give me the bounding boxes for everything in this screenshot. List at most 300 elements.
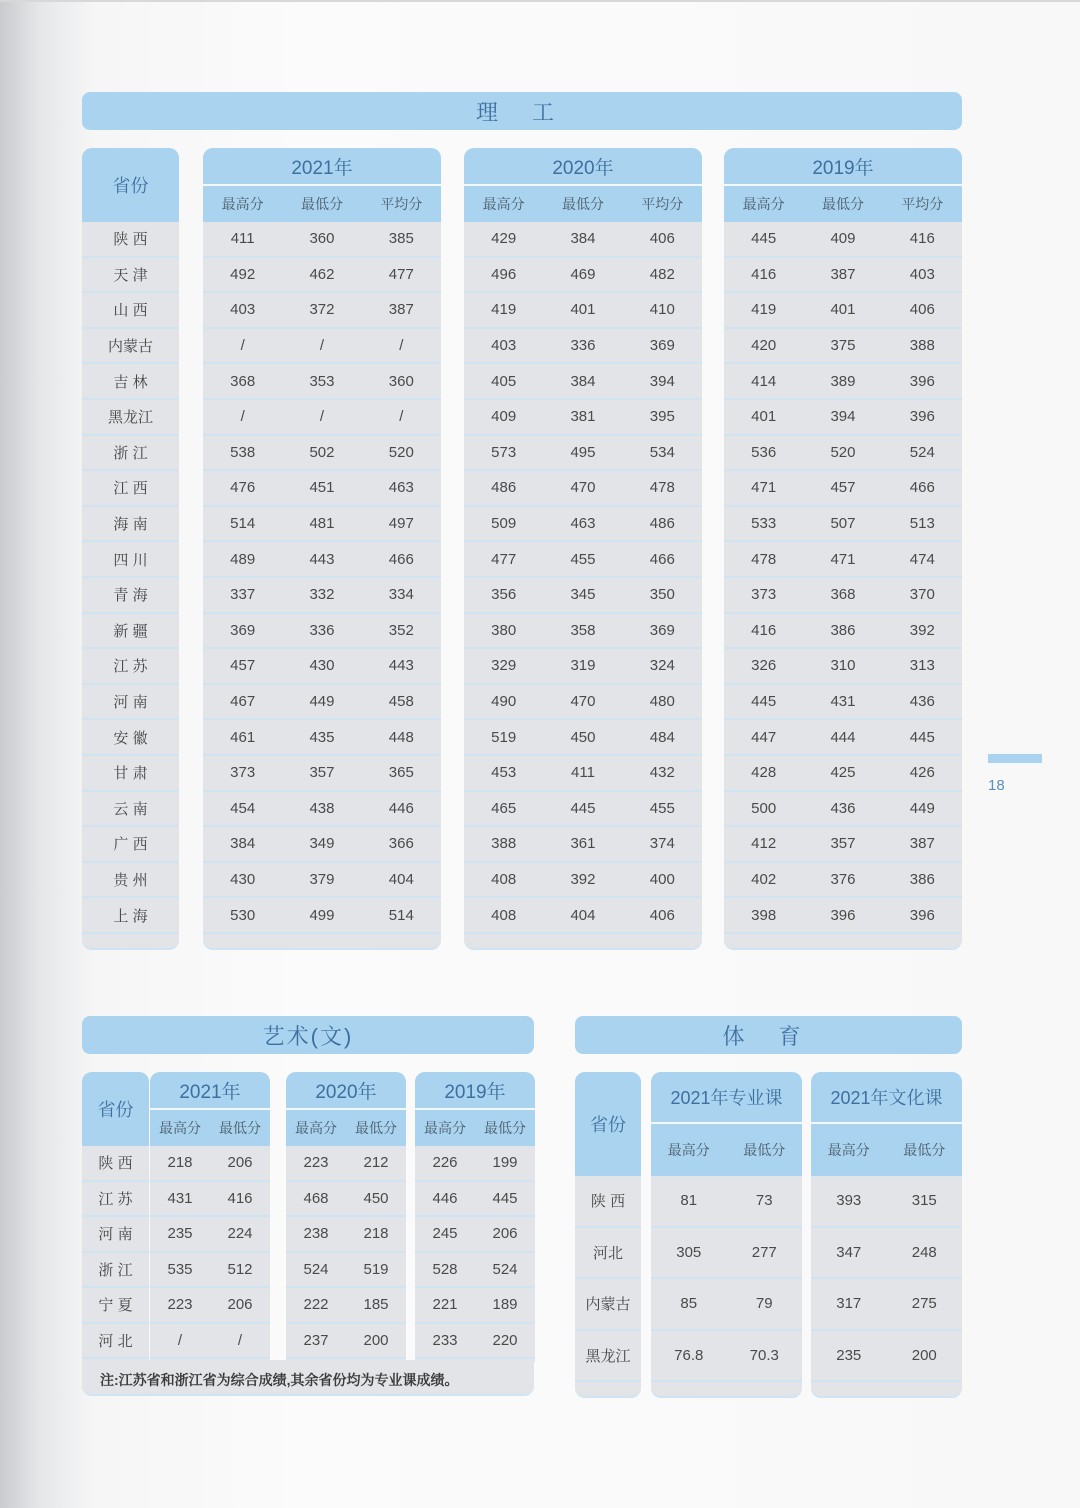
score-cell: 326 <box>751 657 777 675</box>
score-cell: 416 <box>909 230 935 248</box>
score-cell: 484 <box>649 728 675 746</box>
table-row <box>203 436 441 472</box>
score-cell: 469 <box>570 265 596 283</box>
table-row <box>464 542 702 578</box>
score-cell: 509 <box>491 515 517 533</box>
score-cell: 445 <box>570 799 596 817</box>
province-name: 河 南 <box>98 1226 133 1244</box>
score-cell: 400 <box>649 870 675 888</box>
tiyu-province-list <box>575 1176 641 1382</box>
table-row <box>82 1253 149 1289</box>
score-cell: 535 <box>167 1260 193 1278</box>
score-cell: 387 <box>830 265 856 283</box>
yishu-panel-2 <box>415 1072 535 1362</box>
table-row <box>464 649 702 685</box>
score-cell: 394 <box>830 408 856 426</box>
score-cell: 317 <box>836 1295 862 1313</box>
province-name: 浙 江 <box>98 1261 133 1279</box>
score-cell: 81 <box>680 1192 698 1210</box>
province-name: 陕 西 <box>113 231 148 249</box>
table-row <box>724 756 962 792</box>
score-cell: 425 <box>830 764 856 782</box>
table-row <box>82 258 179 294</box>
score-cell: 477 <box>491 550 517 568</box>
score-cell: 432 <box>649 764 675 782</box>
score-cell: 519 <box>491 728 517 746</box>
score-cell: 495 <box>570 443 596 461</box>
score-cell: 436 <box>830 799 856 817</box>
score-cell: 409 <box>830 230 856 248</box>
table-row <box>724 792 962 828</box>
score-cell: 381 <box>570 408 596 426</box>
tiyu-rows <box>811 1176 962 1382</box>
score-cell: 444 <box>830 728 856 746</box>
score-cell: 461 <box>230 728 256 746</box>
table-row <box>724 542 962 578</box>
score-cell: 373 <box>751 586 777 604</box>
score-cell: 384 <box>230 835 256 853</box>
score-cell: 212 <box>363 1154 389 1172</box>
table-row <box>464 792 702 828</box>
score-cell: 379 <box>309 870 335 888</box>
score-cell: 408 <box>491 870 517 888</box>
yishu-year-header: 2019年 <box>415 1072 535 1110</box>
table-row <box>415 1253 535 1289</box>
score-cell: 386 <box>830 621 856 639</box>
score-cell: 435 <box>309 728 335 746</box>
yishu-year-header: 2020年 <box>286 1072 406 1110</box>
score-cell: 315 <box>911 1192 937 1210</box>
score-cell: 499 <box>309 906 335 924</box>
score-cell: 466 <box>909 479 935 497</box>
tiyu-sub-header <box>651 1124 802 1176</box>
table-row <box>415 1182 535 1218</box>
score-cell: 368 <box>830 586 856 604</box>
score-cell: / <box>319 337 325 355</box>
score-cell: 420 <box>751 337 777 355</box>
table-row <box>203 329 441 365</box>
score-cell: 206 <box>227 1296 253 1314</box>
score-cell: 365 <box>388 764 414 782</box>
province-name: 云 南 <box>113 800 148 818</box>
table-row <box>464 863 702 899</box>
score-cell: 428 <box>751 764 777 782</box>
score-cell: 536 <box>751 443 777 461</box>
yishu-rows <box>415 1146 535 1359</box>
score-cell: 337 <box>230 586 256 604</box>
score-cell: 431 <box>167 1189 193 1207</box>
table-row <box>203 898 441 934</box>
score-cell: 396 <box>909 372 935 390</box>
ligong-province-column <box>82 148 179 950</box>
score-cell: / <box>319 408 325 426</box>
tiyu-year-header: 2021年文化课 <box>811 1072 962 1124</box>
score-cell: 403 <box>491 337 517 355</box>
table-row <box>82 863 179 899</box>
ligong-sub-header <box>203 186 441 222</box>
table-row <box>575 1331 641 1383</box>
province-name: 海 南 <box>113 516 148 534</box>
score-cell: 206 <box>227 1154 253 1172</box>
table-row <box>464 827 702 863</box>
province-name: 江 苏 <box>113 658 148 676</box>
table-row <box>724 400 962 436</box>
table-row <box>82 471 179 507</box>
score-cell: 443 <box>388 657 414 675</box>
score-cell: 358 <box>570 621 596 639</box>
score-cell: 233 <box>432 1331 458 1349</box>
tiyu-province-header: 省份 <box>575 1072 641 1176</box>
table-row <box>203 720 441 756</box>
table-row <box>150 1253 270 1289</box>
yishu-sub-header <box>286 1110 406 1146</box>
score-cell: 530 <box>230 906 256 924</box>
score-cell: 218 <box>167 1154 193 1172</box>
score-cell: 520 <box>830 443 856 461</box>
ligong-province-header: 省份 <box>82 148 179 222</box>
score-cell: 384 <box>570 230 596 248</box>
score-cell: 235 <box>836 1346 862 1364</box>
score-cell: 411 <box>571 764 595 782</box>
score-cell: 395 <box>649 408 675 426</box>
column-header: 最高分 <box>742 196 785 212</box>
table-row <box>82 1182 149 1218</box>
score-cell: 438 <box>309 799 335 817</box>
score-cell: 275 <box>911 1295 937 1313</box>
table-row <box>286 1253 406 1289</box>
column-header: 平均分 <box>901 196 944 212</box>
score-cell: 313 <box>909 657 935 675</box>
table-row <box>575 1176 641 1228</box>
score-cell: 226 <box>432 1154 458 1172</box>
score-cell: 507 <box>830 515 856 533</box>
score-cell: 489 <box>230 550 256 568</box>
table-row <box>203 400 441 436</box>
table-row <box>82 756 179 792</box>
column-header: 最低分 <box>743 1142 786 1158</box>
score-cell: 445 <box>909 728 935 746</box>
score-cell: 497 <box>388 515 414 533</box>
table-row <box>286 1324 406 1360</box>
table-row <box>150 1146 270 1182</box>
score-cell: 70.3 <box>749 1346 779 1364</box>
score-cell: 404 <box>388 870 414 888</box>
score-cell: 393 <box>836 1192 862 1210</box>
score-cell: 366 <box>388 835 414 853</box>
table-row <box>464 258 702 294</box>
score-cell: / <box>237 1331 243 1349</box>
table-row <box>82 1324 149 1360</box>
province-name: 河 南 <box>113 694 148 712</box>
table-row <box>464 471 702 507</box>
table-row <box>724 863 962 899</box>
ligong-rows <box>724 222 962 934</box>
table-row <box>415 1146 535 1182</box>
province-name: 黑龙江 <box>585 1347 631 1365</box>
table-row <box>464 364 702 400</box>
page-tab-marker <box>988 754 1042 763</box>
score-cell: 490 <box>491 693 517 711</box>
score-cell: 445 <box>492 1189 518 1207</box>
score-cell: 429 <box>491 230 517 248</box>
score-cell: 401 <box>830 301 856 319</box>
score-cell: 388 <box>909 337 935 355</box>
table-row <box>82 1146 149 1182</box>
province-name: 天 津 <box>113 266 148 284</box>
score-cell: 345 <box>570 586 596 604</box>
score-cell: 481 <box>309 515 335 533</box>
ligong-sub-header <box>724 186 962 222</box>
table-row <box>724 578 962 614</box>
province-name: 内蒙古 <box>107 338 153 356</box>
yishu-province-header: 省份 <box>82 1072 149 1146</box>
table-row <box>203 756 441 792</box>
score-cell: 334 <box>388 586 414 604</box>
ligong-sub-header <box>464 186 702 222</box>
ligong-rows <box>464 222 702 934</box>
score-cell: 445 <box>751 693 777 711</box>
table-row <box>464 578 702 614</box>
score-cell: 403 <box>909 265 935 283</box>
table-row <box>82 898 179 934</box>
column-header: 最低分 <box>903 1142 946 1158</box>
score-cell: 455 <box>570 550 596 568</box>
column-header: 平均分 <box>380 196 423 212</box>
table-row <box>82 364 179 400</box>
column-header: 最高分 <box>221 196 264 212</box>
score-cell: 430 <box>230 870 256 888</box>
tiyu-rows <box>651 1176 802 1382</box>
yishu-sub-header <box>415 1110 535 1146</box>
table-row <box>203 649 441 685</box>
yishu-sub-header <box>150 1110 270 1146</box>
score-cell: 336 <box>309 621 335 639</box>
yishu-panel-1 <box>286 1072 406 1362</box>
score-cell: 277 <box>751 1243 777 1261</box>
province-name: 河北 <box>592 1244 623 1262</box>
table-row <box>811 1176 962 1228</box>
score-cell: 373 <box>230 764 256 782</box>
score-cell: 200 <box>911 1346 937 1364</box>
yishu-province-list <box>82 1146 149 1359</box>
score-cell: 406 <box>649 906 675 924</box>
score-cell: 419 <box>751 301 777 319</box>
table-row <box>464 685 702 721</box>
score-cell: 389 <box>830 372 856 390</box>
score-cell: 73 <box>755 1192 773 1210</box>
score-cell: 528 <box>432 1260 458 1278</box>
column-header: 最高分 <box>667 1142 710 1158</box>
table-row <box>724 827 962 863</box>
table-row <box>203 471 441 507</box>
score-cell: 486 <box>491 479 517 497</box>
score-cell: 480 <box>649 693 675 711</box>
province-name: 四 川 <box>113 551 148 569</box>
score-cell: 324 <box>649 657 675 675</box>
table-row <box>82 1288 149 1324</box>
table-row <box>464 293 702 329</box>
score-cell: 85 <box>680 1295 698 1313</box>
score-cell: 470 <box>570 693 596 711</box>
yishu-note: 注:江苏省和浙江省为综合成绩,其余省份均为专业课成绩。 <box>100 1372 459 1388</box>
score-cell: 392 <box>570 870 596 888</box>
score-cell: 384 <box>570 372 596 390</box>
score-cell: 401 <box>570 301 596 319</box>
table-row <box>724 436 962 472</box>
score-cell: 368 <box>230 372 256 390</box>
table-row <box>415 1324 535 1360</box>
table-row <box>150 1182 270 1218</box>
table-row <box>203 364 441 400</box>
column-header: 最低分 <box>561 196 604 212</box>
score-cell: 416 <box>751 265 777 283</box>
table-row <box>82 827 179 863</box>
province-name: 宁 夏 <box>98 1297 133 1315</box>
score-cell: 223 <box>167 1296 193 1314</box>
score-cell: 524 <box>303 1260 329 1278</box>
score-cell: 408 <box>491 906 517 924</box>
province-name: 贵 州 <box>113 871 148 889</box>
score-cell: 426 <box>909 764 935 782</box>
table-row <box>286 1146 406 1182</box>
column-header: 最低分 <box>821 196 864 212</box>
table-row <box>724 329 962 365</box>
province-name: 江 西 <box>113 480 148 498</box>
score-cell: 221 <box>432 1296 458 1314</box>
table-row <box>464 720 702 756</box>
table-row <box>724 720 962 756</box>
score-cell: 419 <box>491 301 517 319</box>
table-row <box>464 507 702 543</box>
table-row <box>203 614 441 650</box>
score-cell: 477 <box>388 265 414 283</box>
column-header: 最低分 <box>300 196 343 212</box>
score-cell: 369 <box>649 621 675 639</box>
ligong-panel-2 <box>724 148 962 950</box>
tiyu-sub-header <box>811 1124 962 1176</box>
column-header: 最低分 <box>484 1120 526 1136</box>
score-cell: 360 <box>388 372 414 390</box>
table-row <box>811 1279 962 1331</box>
table-row <box>203 542 441 578</box>
tiyu-year-header: 2021年专业课 <box>651 1072 802 1124</box>
score-cell: 478 <box>751 550 777 568</box>
province-name: 广 西 <box>113 836 148 854</box>
table-row <box>203 578 441 614</box>
score-cell: 238 <box>303 1225 329 1243</box>
tiyu-panel-0 <box>651 1072 802 1398</box>
table-row <box>651 1176 802 1228</box>
score-cell: 533 <box>751 515 777 533</box>
score-cell: 412 <box>751 835 777 853</box>
score-cell: 374 <box>649 835 675 853</box>
table-row <box>286 1217 406 1253</box>
province-name: 黑龙江 <box>107 409 153 427</box>
table-row <box>286 1182 406 1218</box>
table-row <box>724 685 962 721</box>
score-cell: 336 <box>570 337 596 355</box>
ligong-panel-0 <box>203 148 441 950</box>
score-cell: 206 <box>492 1225 518 1243</box>
score-cell: 220 <box>492 1331 518 1349</box>
score-cell: 387 <box>909 835 935 853</box>
score-cell: 224 <box>227 1225 253 1243</box>
table-row <box>575 1279 641 1331</box>
table-row <box>82 329 179 365</box>
column-header: 最高分 <box>159 1120 201 1136</box>
score-cell: 445 <box>751 230 777 248</box>
score-cell: 248 <box>911 1243 937 1261</box>
score-cell: 471 <box>751 479 777 497</box>
score-cell: 447 <box>751 728 777 746</box>
score-cell: / <box>240 408 245 426</box>
score-cell: 463 <box>388 479 414 497</box>
score-cell: 453 <box>491 764 517 782</box>
province-name: 河 北 <box>98 1332 133 1350</box>
score-cell: 411 <box>230 230 255 248</box>
score-cell: 388 <box>491 835 517 853</box>
column-header: 平均分 <box>641 196 684 212</box>
score-cell: 401 <box>751 408 777 426</box>
score-cell: 406 <box>649 230 675 248</box>
table-row <box>724 364 962 400</box>
table-row <box>724 471 962 507</box>
ligong-province-list <box>82 222 179 934</box>
province-name: 江 苏 <box>98 1190 133 1208</box>
score-cell: 360 <box>309 230 335 248</box>
score-cell: 332 <box>309 586 335 604</box>
province-name: 青 海 <box>113 587 148 605</box>
table-row <box>203 258 441 294</box>
ligong-panel-1 <box>464 148 702 950</box>
score-cell: 436 <box>909 693 935 711</box>
score-cell: 222 <box>303 1296 329 1314</box>
province-name: 内蒙古 <box>585 1296 631 1314</box>
yishu-year-header: 2021年 <box>150 1072 270 1110</box>
column-header: 最低分 <box>355 1120 397 1136</box>
score-cell: 502 <box>309 443 335 461</box>
score-cell: 376 <box>830 870 856 888</box>
tiyu-panel-1 <box>811 1072 962 1398</box>
table-row <box>464 436 702 472</box>
score-cell: 462 <box>309 265 335 283</box>
score-cell: 466 <box>649 550 675 568</box>
table-row <box>724 293 962 329</box>
table-row <box>464 329 702 365</box>
province-name: 浙 江 <box>113 444 148 462</box>
table-row <box>651 1331 802 1383</box>
score-cell: 457 <box>230 657 256 675</box>
table-row <box>150 1217 270 1253</box>
section-title-tiyu: 体 育 <box>575 1016 962 1054</box>
yishu-province-column <box>82 1072 149 1362</box>
table-row <box>82 685 179 721</box>
score-cell: / <box>399 337 404 355</box>
score-cell: 380 <box>491 621 517 639</box>
score-cell: 369 <box>649 337 675 355</box>
top-rule <box>0 0 1080 2</box>
table-row <box>82 578 179 614</box>
score-cell: 410 <box>649 301 675 319</box>
score-cell: 451 <box>309 479 335 497</box>
province-name: 陕 西 <box>98 1155 133 1173</box>
table-row <box>724 649 962 685</box>
score-cell: 416 <box>227 1189 253 1207</box>
score-cell: 449 <box>909 799 935 817</box>
score-cell: 353 <box>309 372 335 390</box>
table-row <box>651 1228 802 1280</box>
table-row <box>82 436 179 472</box>
